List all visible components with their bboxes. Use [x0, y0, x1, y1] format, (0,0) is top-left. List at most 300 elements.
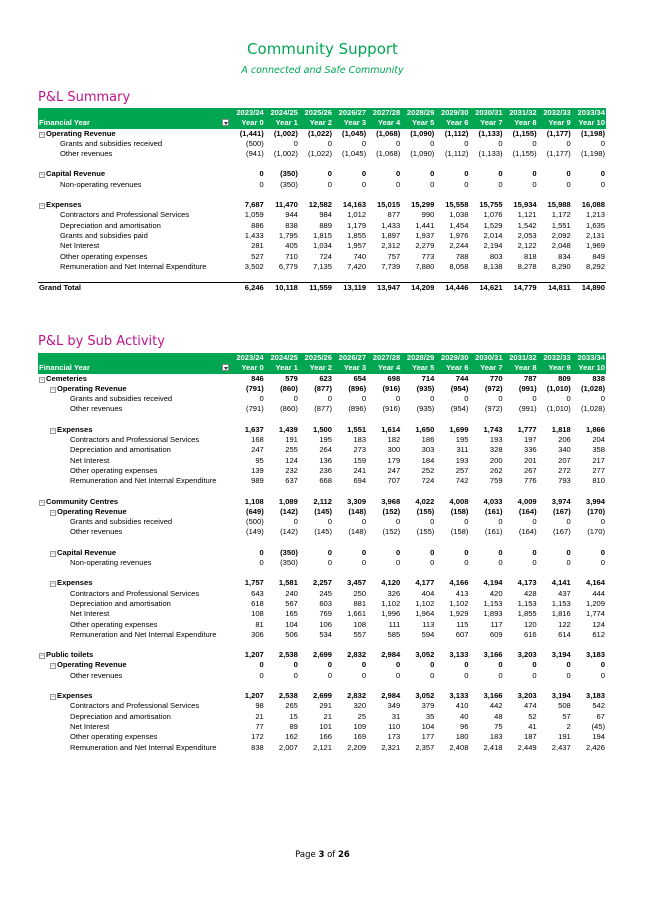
value-cell: 803 — [489, 251, 503, 261]
value-cell: 4,008 — [449, 496, 469, 506]
financial-year-label[interactable] — [38, 118, 231, 128]
table-row[interactable] — [38, 200, 606, 210]
value-cell: (896) — [348, 404, 367, 414]
collapse-toggle-icon[interactable]: − — [51, 694, 55, 701]
value-cell: 810 — [592, 476, 605, 486]
value-cell: 2,279 — [415, 241, 435, 251]
year-index-header: Year 3 — [333, 363, 367, 373]
value-cell: 0 — [566, 394, 571, 404]
row-label-cell — [38, 129, 231, 139]
value-cell: 2,121 — [312, 742, 332, 752]
collapse-toggle-icon[interactable]: − — [40, 131, 44, 138]
value-cell: 11,470 — [275, 200, 298, 210]
value-cell: 1,153 — [483, 598, 503, 608]
row-label: Expenses — [57, 578, 93, 588]
row-label-cell — [38, 558, 231, 568]
value-cell: (991) — [518, 383, 537, 393]
value-cell: (1,022) — [307, 128, 332, 138]
value-cell: (164) — [518, 527, 537, 537]
value-cell: (1,198) — [580, 128, 605, 138]
spacer-row — [38, 415, 606, 425]
value-cell: 117 — [490, 619, 503, 629]
value-cell: 166 — [319, 732, 332, 742]
row-label: Grants and subsidies received — [60, 138, 163, 148]
value-cell: 1,213 — [585, 210, 605, 220]
year-index-header: Year 2 — [299, 118, 333, 128]
value-cell: 379 — [421, 701, 435, 711]
value-cell: 1,179 — [347, 220, 367, 230]
value-cell: (142) — [280, 527, 298, 537]
table-row[interactable] — [38, 497, 606, 507]
value-cell: 1,433 — [381, 220, 401, 230]
row-label-cell — [38, 620, 231, 630]
table-row — [38, 404, 606, 414]
collapse-toggle-icon[interactable]: − — [51, 581, 55, 588]
row-label-cell — [38, 384, 231, 394]
value-cell: (860) — [280, 404, 298, 414]
value-cell: 1,542 — [517, 220, 537, 230]
page-label: Page — [295, 850, 316, 860]
table-row — [38, 445, 606, 455]
value-cell: 7,135 — [312, 261, 332, 271]
value-cell: 1,893 — [483, 609, 503, 619]
value-cell: 1,650 — [415, 424, 435, 434]
table-row[interactable] — [38, 129, 606, 139]
value-cell: 3,203 — [517, 691, 537, 701]
value-cell: 3,166 — [483, 691, 503, 701]
value-cell: (1,002) — [273, 149, 298, 159]
value-cell: 0 — [430, 169, 435, 179]
value-cell: 579 — [285, 373, 298, 383]
row-label-cell — [38, 180, 231, 190]
table-row[interactable] — [38, 374, 606, 384]
collapse-toggle-icon[interactable]: − — [51, 550, 55, 557]
value-cell: 326 — [387, 588, 401, 598]
value-cell: 788 — [455, 251, 469, 261]
row-label-cell — [38, 609, 231, 619]
value-cell: 1,034 — [312, 241, 332, 251]
value-cell: 232 — [285, 465, 298, 475]
value-cell: 508 — [558, 701, 571, 711]
spacer-row — [38, 568, 606, 578]
table-row[interactable] — [38, 169, 606, 179]
table-row[interactable] — [38, 384, 606, 394]
value-cell: 40 — [459, 711, 469, 721]
table-row[interactable] — [38, 650, 606, 660]
spacer-cell — [38, 190, 606, 200]
year-index-header: Year 10 — [572, 118, 606, 128]
value-cell: 52 — [528, 711, 537, 721]
table-row[interactable] — [38, 691, 606, 701]
value-cell: 1,635 — [585, 220, 605, 230]
row-label: Grants and subsidies received — [70, 394, 173, 404]
value-cell: 101 — [319, 721, 332, 731]
row-label-cell — [38, 599, 231, 609]
spacer-cell — [38, 487, 606, 497]
value-cell: 194 — [592, 732, 605, 742]
value-cell: 0 — [498, 138, 503, 148]
value-cell: 420 — [489, 588, 503, 598]
financial-year-header: 2023/24 — [231, 108, 265, 118]
value-cell: 115 — [456, 619, 469, 629]
value-cell: 1,529 — [483, 220, 503, 230]
value-cell: 3,994 — [585, 496, 605, 506]
value-cell: 0 — [395, 670, 401, 680]
value-cell: 1,059 — [244, 210, 264, 220]
value-cell: 1,815 — [312, 230, 332, 240]
value-cell: 104 — [285, 619, 298, 629]
value-cell: 10,118 — [265, 283, 299, 294]
value-cell: 3,194 — [551, 691, 571, 701]
value-cell: 7,687 — [244, 200, 264, 210]
collapse-toggle-icon[interactable]: − — [40, 376, 44, 383]
value-cell: 2,194 — [483, 241, 503, 251]
value-cell: 2,048 — [551, 241, 571, 251]
value-cell: 0 — [259, 670, 264, 680]
spacer-row — [38, 272, 606, 283]
value-cell: 193 — [455, 455, 469, 465]
value-cell: 0 — [327, 660, 332, 670]
value-cell: 14,811 — [538, 283, 572, 294]
value-cell: 1,855 — [517, 609, 537, 619]
collapse-toggle-icon[interactable]: − — [51, 509, 55, 516]
value-cell: 0 — [566, 670, 571, 680]
value-cell: 849 — [592, 251, 605, 261]
value-cell: 444 — [592, 588, 605, 598]
row-label: Cemeteries — [46, 373, 87, 383]
value-cell: 2,437 — [551, 742, 571, 752]
value-cell: 14,621 — [469, 283, 503, 294]
value-cell: 0 — [498, 169, 503, 179]
row-label: Other revenues — [70, 670, 123, 680]
value-cell: 1,699 — [449, 424, 469, 434]
row-label: Other operating expenses — [70, 619, 158, 629]
subactivity-section-title: P&L by Sub Activity — [38, 334, 165, 349]
value-cell: 1,855 — [347, 230, 367, 240]
value-cell: 340 — [558, 445, 571, 455]
spacer-row — [38, 538, 606, 548]
value-cell: 404 — [421, 588, 435, 598]
value-cell: 0 — [532, 517, 537, 527]
collapse-toggle-icon[interactable]: − — [51, 386, 55, 393]
value-cell: (954) — [450, 383, 469, 393]
value-cell: 698 — [387, 373, 401, 383]
value-cell: 0 — [498, 558, 503, 568]
financial-year-label[interactable] — [38, 363, 231, 373]
year-index-header: Year 6 — [435, 363, 469, 373]
value-cell: 4,164 — [585, 578, 605, 588]
row-label-cell — [38, 548, 231, 558]
value-cell: 1,089 — [278, 496, 298, 506]
value-cell: 4,177 — [415, 578, 435, 588]
value-cell: (791) — [246, 404, 264, 414]
value-cell: 8,138 — [483, 261, 503, 271]
value-cell: 2,449 — [517, 742, 537, 752]
collapse-toggle-icon[interactable]: − — [40, 499, 44, 506]
filter-dropdown-icon[interactable] — [222, 119, 229, 126]
value-cell: 742 — [455, 476, 469, 486]
table-row — [38, 599, 606, 609]
value-cell: 191 — [285, 435, 298, 445]
value-cell: (1,177) — [546, 128, 571, 138]
value-cell: 474 — [523, 701, 537, 711]
value-cell: 264 — [319, 445, 332, 455]
value-cell: 31 — [391, 711, 401, 721]
row-label: Expenses — [57, 424, 93, 434]
value-cell: 0 — [566, 660, 571, 670]
value-cell: 612 — [592, 629, 605, 639]
value-cell: 2,112 — [313, 496, 332, 506]
value-cell: 3,052 — [415, 691, 435, 701]
table-row — [38, 231, 606, 241]
collapse-toggle-icon[interactable]: − — [40, 172, 44, 179]
row-label: Expenses — [57, 691, 93, 701]
value-cell: 183 — [353, 435, 367, 445]
value-cell: 2,244 — [449, 241, 469, 251]
value-cell: (152) — [382, 527, 401, 537]
financial-year-header: 2029/30 — [435, 353, 469, 363]
year-index-header: Year 4 — [367, 118, 401, 128]
collapse-toggle-icon[interactable]: − — [51, 663, 55, 670]
row-label-cell — [38, 701, 231, 711]
value-cell: 0 — [498, 179, 503, 189]
value-cell: 207 — [558, 455, 571, 465]
value-cell: 0 — [327, 179, 332, 189]
financial-year-header: 2033/34 — [572, 353, 606, 363]
value-cell: (155) — [416, 527, 435, 537]
value-cell: 187 — [523, 732, 537, 742]
row-label-cell — [38, 252, 231, 262]
value-cell: (1,045) — [342, 149, 367, 159]
value-cell: 1,439 — [278, 424, 298, 434]
value-cell: 0 — [361, 670, 367, 680]
financial-year-header: 2023/24 — [231, 353, 265, 363]
value-cell: 877 — [387, 210, 401, 220]
value-cell: (145) — [314, 506, 332, 516]
header-blank-cell — [38, 353, 231, 363]
value-cell: 3,133 — [449, 691, 469, 701]
value-cell: 838 — [285, 220, 298, 230]
value-cell: 4,194 — [483, 578, 503, 588]
value-cell: 694 — [353, 476, 367, 486]
spacer-cell — [38, 568, 606, 578]
table-row — [38, 527, 606, 537]
value-cell: 336 — [523, 445, 537, 455]
value-cell: 1,102 — [415, 598, 435, 608]
spacer-cell — [38, 681, 606, 691]
row-label: Net Interest — [60, 241, 100, 251]
row-label: Remuneration and Net Internal Expenditure — [70, 742, 217, 752]
value-cell: 0 — [327, 517, 332, 527]
value-cell: 3,183 — [585, 691, 605, 701]
value-cell: 0 — [259, 547, 264, 557]
table-row — [38, 630, 606, 640]
value-cell: 111 — [388, 619, 401, 629]
value-cell: 410 — [455, 701, 469, 711]
row-label: Capital Revenue — [57, 547, 117, 557]
value-cell: 0 — [259, 394, 264, 404]
value-cell: 75 — [494, 721, 503, 731]
value-cell: 195 — [455, 435, 469, 445]
value-cell: 1,207 — [244, 691, 264, 701]
table-row — [38, 620, 606, 630]
table-row — [38, 210, 606, 220]
value-cell: 124 — [592, 619, 605, 629]
value-cell: 8,278 — [517, 261, 537, 271]
value-cell: 81 — [255, 619, 264, 629]
value-cell: 8,292 — [585, 261, 605, 271]
value-cell: 252 — [421, 465, 435, 475]
table-row — [38, 139, 606, 149]
value-cell: 2,699 — [312, 691, 332, 701]
value-cell: (972) — [484, 383, 503, 393]
value-cell: 204 — [592, 435, 605, 445]
table-row — [38, 517, 606, 527]
value-cell: 0 — [464, 138, 469, 148]
value-cell: 1,996 — [381, 609, 401, 619]
financial-year-header: 2031/32 — [504, 353, 538, 363]
value-cell: 1,661 — [347, 609, 367, 619]
value-cell: 106 — [319, 619, 332, 629]
value-cell: 0 — [498, 660, 503, 670]
value-cell: 1,757 — [244, 578, 264, 588]
value-cell: 0 — [600, 169, 605, 179]
value-cell: 0 — [430, 558, 435, 568]
value-cell: 442 — [489, 701, 503, 711]
pl-sub-activity-table — [38, 353, 606, 753]
value-cell: 838 — [251, 742, 264, 752]
value-cell: (45) — [591, 721, 605, 731]
row-label-cell — [38, 231, 231, 241]
row-label-cell — [38, 149, 231, 159]
value-cell: 0 — [566, 517, 571, 527]
row-label: Expenses — [46, 200, 82, 210]
year-index-header: Year 10 — [572, 363, 606, 373]
value-cell: 0 — [600, 547, 605, 557]
table-row — [38, 456, 606, 466]
value-cell: (1,090) — [410, 128, 435, 138]
year-index-header: Year 9 — [538, 118, 572, 128]
value-cell: 0 — [464, 660, 469, 670]
value-cell: 2,257 — [312, 578, 332, 588]
value-cell: (170) — [587, 506, 605, 516]
row-label-cell — [38, 527, 231, 537]
value-cell: (145) — [314, 527, 332, 537]
value-cell: 25 — [357, 711, 367, 721]
spacer-cell — [38, 640, 606, 650]
table-row — [38, 466, 606, 476]
value-cell: 0 — [600, 558, 605, 568]
value-cell: 2,122 — [517, 241, 537, 251]
value-cell: 1,551 — [551, 220, 571, 230]
table-row[interactable] — [38, 660, 606, 670]
value-cell: 0 — [430, 179, 435, 189]
year-index-header: Year 7 — [469, 118, 503, 128]
row-label: Other revenues — [70, 404, 123, 414]
value-cell: 183 — [489, 732, 503, 742]
value-cell: 0 — [532, 138, 537, 148]
table-row — [38, 712, 606, 722]
value-cell: 4,022 — [415, 496, 435, 506]
table-row[interactable] — [38, 425, 606, 435]
row-label-cell — [38, 650, 231, 660]
value-cell: 89 — [289, 721, 298, 731]
value-cell: 0 — [464, 179, 469, 189]
value-cell: 989 — [251, 476, 264, 486]
value-cell: 0 — [259, 558, 264, 568]
table-row[interactable] — [38, 578, 606, 588]
value-cell: 643 — [251, 588, 264, 598]
value-cell: 15,988 — [547, 200, 571, 210]
value-cell: (1,010) — [546, 383, 571, 393]
filter-dropdown-icon[interactable] — [222, 364, 229, 371]
value-cell: 0 — [532, 660, 537, 670]
financial-year-header: 2028/29 — [401, 353, 435, 363]
value-cell: 2,538 — [278, 691, 298, 701]
row-label: Depreciation and amortisation — [60, 220, 161, 230]
row-label-cell — [38, 435, 231, 445]
year-index-header: Year 8 — [504, 363, 538, 373]
collapse-toggle-icon[interactable]: − — [40, 653, 44, 660]
spacer-cell — [38, 159, 606, 169]
value-cell: 0 — [532, 547, 537, 557]
value-cell: (1,028) — [580, 404, 605, 414]
row-label-cell — [38, 743, 231, 753]
value-cell: 265 — [285, 701, 298, 711]
value-cell: (1,112) — [444, 128, 469, 138]
table-row[interactable] — [38, 507, 606, 517]
value-cell: 14,209 — [401, 283, 435, 294]
value-cell: 14,446 — [435, 283, 469, 294]
value-cell: 13,947 — [367, 283, 401, 294]
value-cell: 15,558 — [445, 200, 469, 210]
value-cell: 6,779 — [278, 261, 298, 271]
value-cell: 247 — [251, 445, 264, 455]
value-cell: 0 — [498, 517, 503, 527]
value-cell: 122 — [558, 619, 571, 629]
table-row[interactable] — [38, 548, 606, 558]
row-label: Non-operating revenues — [60, 179, 142, 189]
value-cell: 328 — [489, 445, 503, 455]
value-cell: 349 — [387, 701, 401, 711]
value-cell: 1,637 — [244, 424, 264, 434]
collapse-toggle-icon[interactable]: − — [40, 203, 44, 210]
value-cell: (916) — [382, 383, 401, 393]
row-label: Other revenues — [60, 149, 113, 159]
collapse-toggle-icon[interactable]: − — [51, 427, 55, 434]
value-cell: 0 — [395, 394, 401, 404]
value-cell: 714 — [421, 373, 435, 383]
value-cell: 182 — [387, 435, 401, 445]
row-label-cell — [38, 497, 231, 507]
year-index-header: Year 5 — [401, 363, 435, 373]
pl-summary-table — [38, 108, 606, 293]
spacer-cell — [38, 538, 606, 548]
value-cell: 273 — [353, 445, 367, 455]
value-cell: (500) — [246, 517, 264, 527]
value-cell: 1,581 — [278, 578, 298, 588]
value-cell: 113 — [422, 619, 435, 629]
header-row-financial-year — [38, 353, 606, 363]
value-cell: 245 — [319, 588, 332, 598]
value-cell: 1,102 — [381, 598, 401, 608]
value-cell: 0 — [498, 547, 503, 557]
value-cell: 769 — [319, 609, 332, 619]
value-cell: (149) — [246, 527, 264, 537]
row-label: Net Interest — [70, 609, 110, 619]
value-cell: 428 — [523, 588, 537, 598]
value-cell: 0 — [464, 558, 469, 568]
